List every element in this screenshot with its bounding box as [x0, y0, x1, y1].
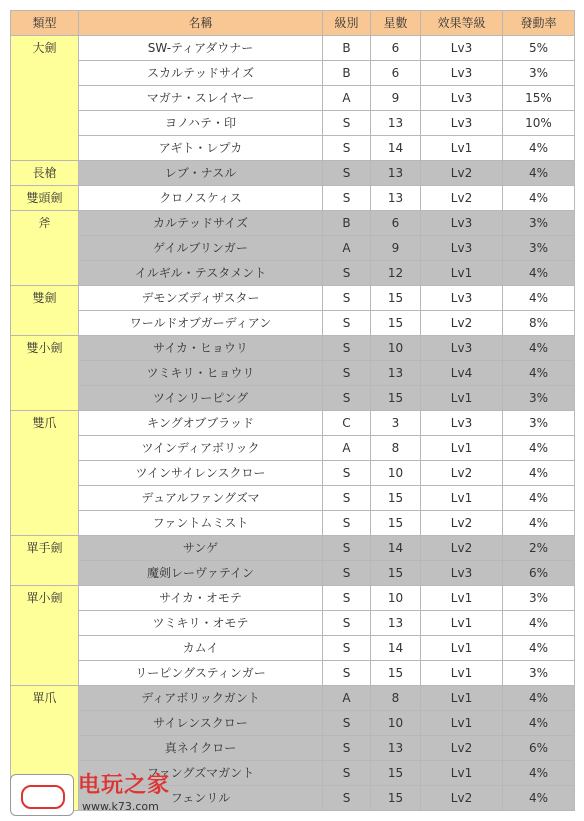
cell-name: デュアルファングズマ [79, 486, 323, 511]
table-row [11, 436, 575, 461]
cell-grade: S [323, 661, 371, 686]
cell-name: ツインディアボリック [79, 436, 323, 461]
cell-stars: 14 [371, 536, 421, 561]
table-row [11, 261, 575, 286]
cell-name: リーピングスティンガー [79, 661, 323, 686]
cell-rate: 3% [503, 211, 575, 236]
weapon-type-cell: 單手劍 [11, 536, 79, 586]
cell-effect-level: Lv2 [421, 161, 503, 186]
cell-effect-level: Lv2 [421, 186, 503, 211]
cell-effect-level: Lv3 [421, 61, 503, 86]
cell-name: イルギル・テスタメント [79, 261, 323, 286]
cell-name: 真ネイクロー [79, 736, 323, 761]
cell-effect-level: Lv1 [421, 586, 503, 611]
cell-name: デモンズディザスター [79, 286, 323, 311]
cell-rate: 4% [503, 711, 575, 736]
table-row [11, 236, 575, 261]
cell-stars: 10 [371, 336, 421, 361]
cell-name: マガナ・スレイヤー [79, 86, 323, 111]
cell-grade: S [323, 261, 371, 286]
cell-grade: B [323, 211, 371, 236]
cell-name: サイカ・ヒョウリ [79, 336, 323, 361]
weapon-type-cell: 雙劍 [11, 286, 79, 336]
cell-stars: 15 [371, 561, 421, 586]
cell-stars: 8 [371, 436, 421, 461]
table-row [11, 686, 575, 711]
cell-rate: 4% [503, 486, 575, 511]
cell-rate: 4% [503, 511, 575, 536]
cell-grade: S [323, 511, 371, 536]
cell-rate: 3% [503, 661, 575, 686]
cell-effect-level: Lv3 [421, 561, 503, 586]
cell-name: SW-ティアダウナー [79, 36, 323, 61]
header-type: 類型 [11, 11, 79, 36]
cell-grade: S [323, 386, 371, 411]
table-row [11, 736, 575, 761]
cell-stars: 13 [371, 186, 421, 211]
table-row [11, 636, 575, 661]
site-watermark [10, 768, 170, 818]
cell-stars: 15 [371, 286, 421, 311]
cell-effect-level: Lv3 [421, 286, 503, 311]
weapon-type-cell: 雙小劍 [11, 336, 79, 411]
cell-rate: 4% [503, 161, 575, 186]
cell-rate: 2% [503, 536, 575, 561]
cell-grade: S [323, 761, 371, 786]
cell-effect-level: Lv2 [421, 511, 503, 536]
cell-rate: 4% [503, 336, 575, 361]
cell-effect-level: Lv1 [421, 261, 503, 286]
cell-name: ツミキリ・オモテ [79, 611, 323, 636]
cell-rate: 6% [503, 736, 575, 761]
cell-effect-level: Lv1 [421, 686, 503, 711]
cell-stars: 8 [371, 686, 421, 711]
table-row [11, 586, 575, 611]
cell-grade: S [323, 361, 371, 386]
cell-grade: S [323, 736, 371, 761]
table-row [11, 461, 575, 486]
cell-effect-level: Lv3 [421, 36, 503, 61]
header-effect-level: 效果等級 [421, 11, 503, 36]
cell-rate: 3% [503, 61, 575, 86]
cell-stars: 10 [371, 461, 421, 486]
table-row [11, 511, 575, 536]
weapon-type-cell: 雙頭劍 [11, 186, 79, 211]
cell-grade: S [323, 636, 371, 661]
header-stars: 星數 [371, 11, 421, 36]
cell-name: アギト・レプカ [79, 136, 323, 161]
cell-name: スカルテッドサイズ [79, 61, 323, 86]
cell-effect-level: Lv3 [421, 411, 503, 436]
cell-stars: 9 [371, 86, 421, 111]
weapon-type-cell: 斧 [11, 211, 79, 286]
cell-effect-level: Lv2 [421, 736, 503, 761]
cell-effect-level: Lv1 [421, 436, 503, 461]
cell-grade: S [323, 711, 371, 736]
table-row [11, 711, 575, 736]
table-row [11, 536, 575, 561]
table-row [11, 661, 575, 686]
cell-grade: S [323, 311, 371, 336]
cell-name: ヨノハテ・印 [79, 111, 323, 136]
cell-grade: S [323, 611, 371, 636]
weapon-type-cell: 長槍 [11, 161, 79, 186]
cell-effect-level: Lv3 [421, 86, 503, 111]
cell-rate: 15% [503, 86, 575, 111]
cell-grade: S [323, 111, 371, 136]
cell-name: カムイ [79, 636, 323, 661]
table-row [11, 161, 575, 186]
cell-rate: 8% [503, 311, 575, 336]
cell-effect-level: Lv2 [421, 311, 503, 336]
table-row [11, 311, 575, 336]
cell-effect-level: Lv1 [421, 761, 503, 786]
table-row [11, 561, 575, 586]
cell-rate: 4% [503, 686, 575, 711]
cell-stars: 15 [371, 486, 421, 511]
cell-name: サイレンスクロー [79, 711, 323, 736]
cell-grade: S [323, 461, 371, 486]
cell-name: レブ・ナスル [79, 161, 323, 186]
cell-stars: 15 [371, 511, 421, 536]
cell-stars: 9 [371, 236, 421, 261]
cell-rate: 4% [503, 611, 575, 636]
cell-grade: S [323, 561, 371, 586]
cell-rate: 3% [503, 386, 575, 411]
cell-rate: 6% [503, 561, 575, 586]
cell-name: ディアボリックガント [79, 686, 323, 711]
table-header-row [11, 11, 575, 36]
cell-grade: S [323, 536, 371, 561]
cell-stars: 6 [371, 211, 421, 236]
cell-grade: B [323, 61, 371, 86]
cell-name: クロノスケィス [79, 186, 323, 211]
cell-name: キングオブブラッド [79, 411, 323, 436]
cell-effect-level: Lv4 [421, 361, 503, 386]
cell-rate: 4% [503, 761, 575, 786]
cell-effect-level: Lv1 [421, 711, 503, 736]
weapon-table [10, 10, 575, 811]
header-grade: 級別 [323, 11, 371, 36]
cell-rate: 10% [503, 111, 575, 136]
cell-stars: 10 [371, 586, 421, 611]
watermark-site-name: 电玩之家 [78, 773, 171, 798]
cell-effect-level: Lv3 [421, 336, 503, 361]
cell-rate: 4% [503, 636, 575, 661]
cell-effect-level: Lv1 [421, 486, 503, 511]
cell-stars: 13 [371, 111, 421, 136]
cell-rate: 4% [503, 461, 575, 486]
cell-effect-level: Lv3 [421, 111, 503, 136]
cell-stars: 6 [371, 61, 421, 86]
cell-stars: 3 [371, 411, 421, 436]
cell-rate: 3% [503, 411, 575, 436]
cell-rate: 4% [503, 186, 575, 211]
cell-stars: 14 [371, 636, 421, 661]
table-row [11, 86, 575, 111]
cell-rate: 3% [503, 236, 575, 261]
table-row [11, 111, 575, 136]
cell-name: ツインサイレンスクロー [79, 461, 323, 486]
cell-stars: 12 [371, 261, 421, 286]
table-row [11, 361, 575, 386]
cell-effect-level: Lv3 [421, 236, 503, 261]
cell-grade: S [323, 161, 371, 186]
cell-stars: 6 [371, 36, 421, 61]
cell-grade: A [323, 436, 371, 461]
cell-grade: S [323, 186, 371, 211]
cell-stars: 13 [371, 611, 421, 636]
cell-rate: 4% [503, 786, 575, 811]
cell-grade: S [323, 486, 371, 511]
cell-rate: 5% [503, 36, 575, 61]
table-row [11, 286, 575, 311]
cell-name: ツミキリ・ヒョウリ [79, 361, 323, 386]
cell-stars: 13 [371, 361, 421, 386]
table-row [11, 411, 575, 436]
cell-name: フェンリル [79, 786, 323, 811]
header-name: 名稱 [79, 11, 323, 36]
cell-grade: C [323, 411, 371, 436]
cell-effect-level: Lv1 [421, 636, 503, 661]
cell-name: ワールドオブガーディアン [79, 311, 323, 336]
table-row [11, 486, 575, 511]
cell-grade: A [323, 86, 371, 111]
cell-rate: 4% [503, 361, 575, 386]
cell-name: ゲイルブリンガー [79, 236, 323, 261]
cell-stars: 15 [371, 761, 421, 786]
cell-name: カルテッドサイズ [79, 211, 323, 236]
cell-stars: 10 [371, 711, 421, 736]
cell-rate: 4% [503, 261, 575, 286]
cell-effect-level: Lv1 [421, 386, 503, 411]
table-row [11, 211, 575, 236]
cell-effect-level: Lv2 [421, 786, 503, 811]
cell-grade: S [323, 586, 371, 611]
weapon-type-cell: 雙爪 [11, 411, 79, 536]
table-row [11, 136, 575, 161]
cell-stars: 15 [371, 311, 421, 336]
cell-effect-level: Lv2 [421, 461, 503, 486]
cell-stars: 14 [371, 136, 421, 161]
cell-effect-level: Lv1 [421, 661, 503, 686]
table-row [11, 61, 575, 86]
cell-grade: S [323, 786, 371, 811]
cell-grade: S [323, 336, 371, 361]
cell-name: サンゲ [79, 536, 323, 561]
cell-stars: 13 [371, 736, 421, 761]
cell-grade: S [323, 136, 371, 161]
table-row [11, 186, 575, 211]
cell-stars: 13 [371, 161, 421, 186]
cell-grade: S [323, 286, 371, 311]
cell-name: ファントムミスト [79, 511, 323, 536]
cell-effect-level: Lv3 [421, 211, 503, 236]
weapon-type-cell: 單小劍 [11, 586, 79, 686]
cell-grade: A [323, 236, 371, 261]
watermark-site-url: www.k73.com [82, 800, 159, 813]
cell-rate: 3% [503, 586, 575, 611]
cell-name: サイカ・オモテ [79, 586, 323, 611]
cell-stars: 15 [371, 786, 421, 811]
cell-grade: A [323, 686, 371, 711]
cell-name: ツインリーピング [79, 386, 323, 411]
table-row [11, 611, 575, 636]
cell-effect-level: Lv1 [421, 611, 503, 636]
table-row [11, 36, 575, 61]
cell-stars: 15 [371, 386, 421, 411]
cell-name: 魔剣レーヴァテイン [79, 561, 323, 586]
cell-stars: 15 [371, 661, 421, 686]
cell-effect-level: Lv2 [421, 536, 503, 561]
table-body [11, 36, 575, 811]
table-row [11, 336, 575, 361]
cell-name: ファングズマガント [79, 761, 323, 786]
header-activation-rate: 發動率 [503, 11, 575, 36]
cell-rate: 4% [503, 436, 575, 461]
weapon-type-cell: 大劍 [11, 36, 79, 161]
cell-effect-level: Lv1 [421, 136, 503, 161]
cell-rate: 4% [503, 136, 575, 161]
gamepad-icon [10, 774, 74, 816]
cell-rate: 4% [503, 286, 575, 311]
table-row [11, 386, 575, 411]
cell-grade: B [323, 36, 371, 61]
weapon-type-cell: 單爪 [11, 686, 79, 811]
